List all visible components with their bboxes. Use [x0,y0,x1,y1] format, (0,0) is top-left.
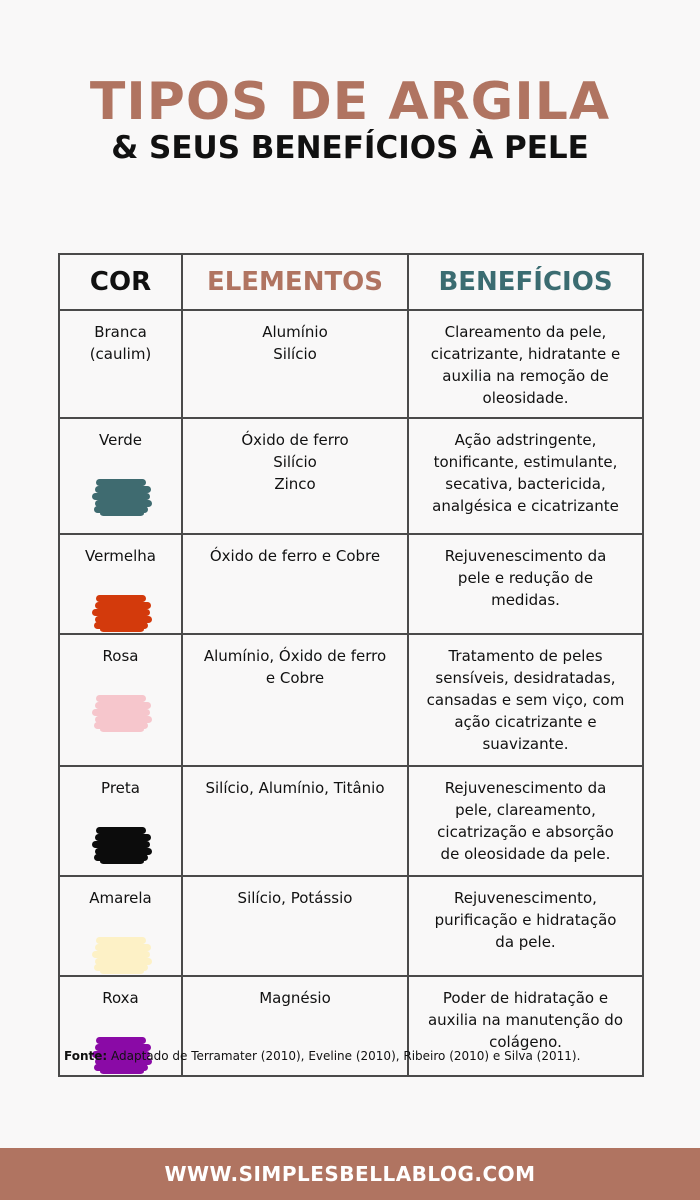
elementos-line: Silício, Alumínio, Titânio [205,779,385,797]
swatch-stroke [96,595,146,602]
elementos-line: Silício, Potássio [237,889,353,907]
swatch-stroke [92,493,150,500]
cor-line: (caulim) [89,345,152,363]
swatch-stroke [95,834,151,841]
cell-cor [59,310,182,418]
elementos-line: e Cobre [265,669,325,687]
beneficios-line: Poder de hidratação e [442,989,609,1007]
cell-beneficios [408,766,643,876]
color-swatch-icon [90,473,152,517]
elementos-line: Alumínio, Óxido de ferro [203,647,387,665]
swatch-stroke [96,695,146,702]
cell-beneficios [408,418,643,534]
swatch-stroke [92,951,150,958]
cell-beneficios [408,310,643,418]
header-elementos: ELEMENTOS [182,254,408,310]
beneficios-line: cicatrização e absorção [437,823,614,841]
swatch-stroke [96,937,146,944]
cell-elementos [182,534,408,634]
beneficios-line: colágeno. [489,1033,562,1051]
swatch-stroke [100,627,144,632]
beneficios-line: de oleosidade da pele. [440,845,611,863]
swatch-stroke [96,827,146,834]
beneficios-line: cicatrizante, hidratante e [430,345,621,363]
beneficios-line: da pele. [495,933,556,951]
table-row [59,766,643,876]
cell-elementos [182,766,408,876]
cell-elementos [182,310,408,418]
beneficios-line: Clareamento da pele, [444,323,607,341]
table-row [59,634,643,766]
swatch-stroke [95,716,152,723]
cell-cor [59,418,182,534]
beneficios-line: purificação e hidratação [434,911,617,929]
swatch-stroke [96,479,146,486]
cell-cor [59,634,182,766]
cell-cor [59,876,182,976]
swatch-stroke [100,1069,144,1074]
header-beneficios: BENEFÍCIOS [408,254,643,310]
swatch-stroke [96,1037,146,1044]
elementos-line: Silício [273,453,317,471]
color-swatch-icon [90,821,152,865]
page-title: TIPOS DE ARGILA [89,72,611,132]
footer-url[interactable]: WWW.SIMPLESBELLABLOG.COM [164,1162,536,1186]
cell-cor [59,766,182,876]
swatch-stroke [92,609,150,616]
beneficios-line: auxilia na manutenção do [427,1011,624,1029]
beneficios-line: ação cicatrizante e [454,713,597,731]
swatch-stroke [95,944,151,951]
swatch-stroke [95,848,152,855]
beneficios-line: Rejuvenescimento da [444,779,607,797]
cell-elementos [182,418,408,534]
swatch-stroke [92,709,150,716]
cor-line: Preta [101,779,140,797]
beneficios-line: analgésica e cicatrizante [432,497,619,515]
source-note [64,1047,664,1065]
cell-elementos [182,876,408,976]
beneficios-line: sensíveis, desidratadas, [435,669,616,687]
swatch-stroke [100,969,144,974]
header-cor: COR [59,254,182,310]
beneficios-line: Ação adstringente, [454,431,597,449]
table-row [59,310,643,418]
table-header-row [59,254,643,310]
cor-line: Roxa [102,989,139,1007]
swatch-stroke [95,702,151,709]
cell-beneficios [408,634,643,766]
cor-line: Rosa [102,647,139,665]
table-row [59,534,643,634]
beneficios-line: Rejuvenescimento da [444,547,607,565]
color-swatch-icon [90,589,152,633]
swatch-stroke [95,486,151,493]
beneficios-line: suavizante. [482,735,569,753]
beneficios-line: cansadas e sem viço, com [426,691,625,709]
beneficios-line: tonificante, estimulante, [433,453,618,471]
beneficios-line: oleosidade. [482,389,569,407]
swatch-stroke [92,841,150,848]
clay-types-table [58,253,644,1077]
cor-line: Vermelha [85,547,156,565]
elementos-line: Magnésio [259,989,331,1007]
swatch-stroke [95,958,152,965]
cor-line: Branca [94,323,147,341]
color-swatch-icon [90,689,152,733]
footer-url-banner[interactable] [0,1148,700,1200]
color-swatch-icon [90,931,152,975]
elementos-line: Óxido de ferro [241,431,349,449]
elementos-line: Alumínio [262,323,328,341]
elementos-line: Óxido de ferro e Cobre [209,547,381,565]
swatch-stroke [95,500,152,507]
cell-beneficios [408,876,643,976]
swatch-stroke [100,511,144,516]
cell-elementos [182,634,408,766]
source-label: Fonte: [64,1049,108,1063]
beneficios-line: secativa, bactericida, [445,475,606,493]
cor-line: Amarela [89,889,152,907]
swatch-stroke [95,616,152,623]
table-row [59,876,643,976]
beneficios-line: Tratamento de peles [448,647,603,665]
swatch-stroke [95,602,151,609]
elementos-line: Zinco [274,475,316,493]
cor-line: Verde [99,431,142,449]
swatch-stroke [100,727,144,732]
table-row [59,418,643,534]
source-text: Adaptado de Terramater (2010), Eveline (2010), Ribeiro (2010) e Silva (2011). [107,1049,581,1063]
page-subtitle: & SEUS BENEFÍCIOS À PELE [111,130,589,166]
swatch-stroke [100,859,144,864]
beneficios-line: medidas. [491,591,560,609]
cell-cor [59,534,182,634]
cell-beneficios [408,534,643,634]
beneficios-line: pele, clareamento, [455,801,596,819]
beneficios-line: auxilia na remoção de [442,367,609,385]
beneficios-line: Rejuvenescimento, [454,889,597,907]
elementos-line: Silício [273,345,317,363]
beneficios-line: pele e redução de [457,569,594,587]
